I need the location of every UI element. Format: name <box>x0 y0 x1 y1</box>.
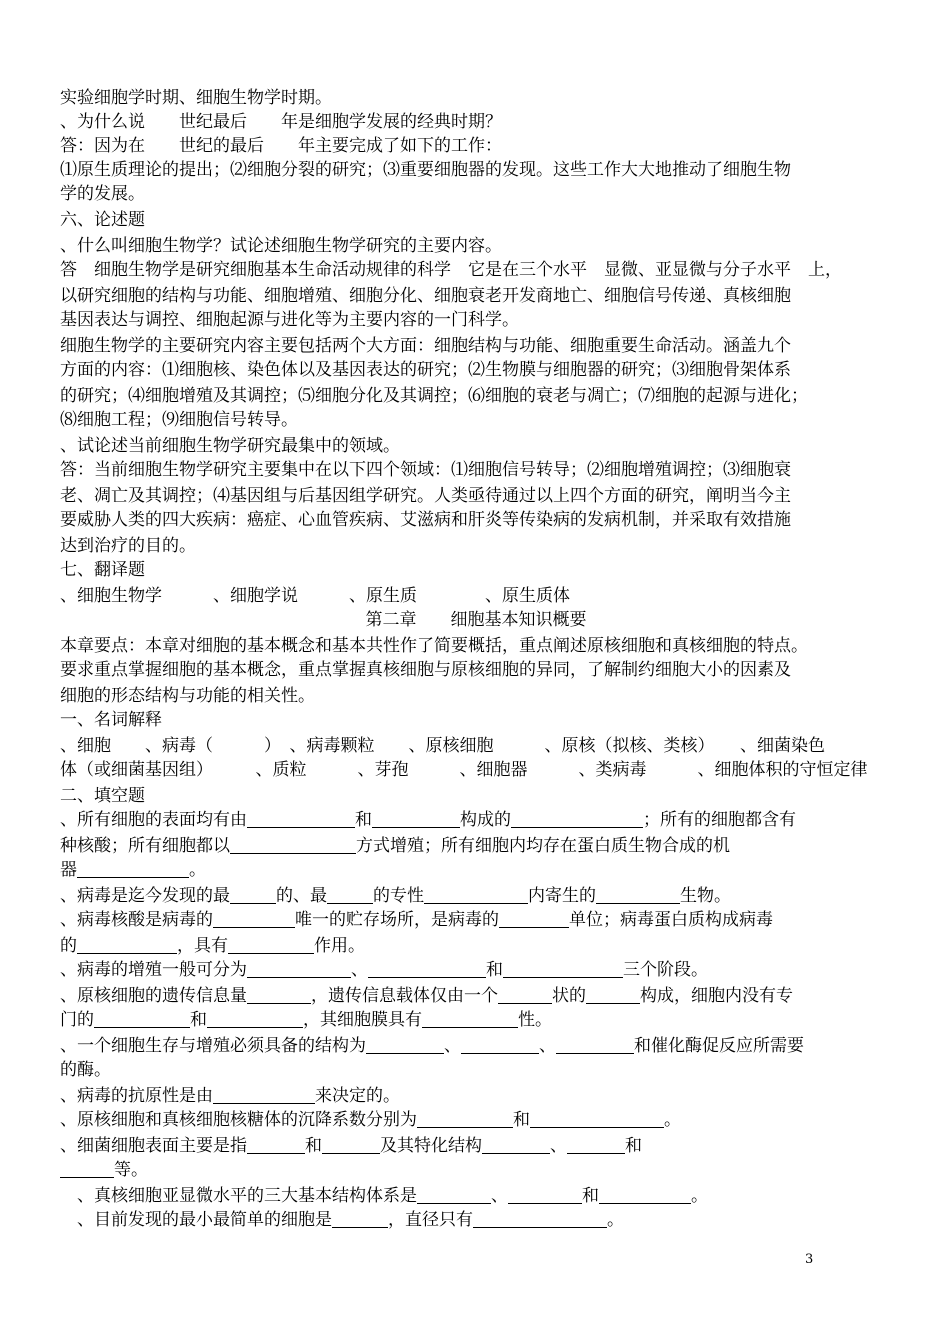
answer-blank[interactable] <box>508 1185 582 1204</box>
answer-blank[interactable] <box>511 809 643 828</box>
text-line: 基因表达与调控、细胞起源与进化等为主要内容的一门科学。 <box>60 310 519 330</box>
answer-blank[interactable] <box>556 1035 634 1054</box>
answer-blank[interactable] <box>498 985 552 1004</box>
text-segment: 种核酸；所有细胞都以 <box>60 836 230 856</box>
text-segment: 、目前发现的最小最简单的细胞是 <box>60 1210 332 1230</box>
answer-blank[interactable] <box>417 1109 513 1128</box>
text-segment: 、原核细胞和真核细胞核糖体的沉降系数分别为 <box>60 1110 417 1130</box>
fill-line <box>60 1184 892 1208</box>
text-segment: 三个阶段。 <box>623 960 708 980</box>
fill-line <box>60 984 892 1008</box>
fill-line <box>60 1134 892 1158</box>
fill-line <box>60 958 892 982</box>
text-line: 、细胞生物学 、细胞学说 、原生质 、原生质体 <box>60 586 570 606</box>
text-line: 达到治疗的目的。 <box>60 536 196 556</box>
answer-blank[interactable] <box>372 809 460 828</box>
fill-line <box>60 1208 892 1232</box>
fill-line <box>60 1158 892 1182</box>
text-segment: 和 <box>355 810 372 830</box>
section-heading: 二、填空题 <box>60 786 145 806</box>
answer-blank[interactable] <box>424 885 528 904</box>
text-segment: 构成，细胞内没有专 <box>640 986 793 1006</box>
answer-blank[interactable] <box>461 1035 539 1054</box>
text-segment: 。 <box>664 1110 681 1130</box>
text-line: 要求重点掌握细胞的基本概念，重点掌握真核细胞与原核细胞的异同，了解制约细胞大小的因素及 <box>60 660 791 680</box>
answer-blank[interactable] <box>230 835 356 854</box>
answer-blank[interactable] <box>77 935 177 954</box>
text-segment: 方式增殖；所有细胞内均存在蛋白质生物合成的机 <box>356 836 730 856</box>
text-segment: 的 <box>60 936 77 956</box>
fill-line <box>60 1034 892 1058</box>
text-line: 老、凋亡及其调控；⑷基因组与后基因组学研究。人类亟待通过以上四个方面的研究，阐明当今主 <box>60 486 791 506</box>
text-segment: 、 <box>550 1136 567 1156</box>
question-line: 、什么叫细胞生物学？试论述细胞生物学研究的主要内容。 <box>60 236 502 256</box>
text-segment: 和 <box>582 1186 599 1206</box>
text-segment: 及其特化结构 <box>380 1136 482 1156</box>
text-segment: 和 <box>625 1136 642 1156</box>
text-segment: 和 <box>190 1010 207 1030</box>
answer-blank[interactable] <box>499 909 569 928</box>
text-line: 本章要点：本章对细胞的基本概念和基本共性作了简要概括，重点阐述原核细胞和真核细胞的特点。 <box>60 636 808 656</box>
answer-blank[interactable] <box>473 1209 607 1228</box>
text-segment: 和 <box>486 960 503 980</box>
section-heading: 六、论述题 <box>60 210 145 230</box>
fill-line <box>60 934 892 958</box>
text-line: 细胞生物学的主要研究内容主要包括两个大方面：细胞结构与功能、细胞重要生命活动。涵盖九个 <box>60 336 791 356</box>
fill-line <box>60 834 892 858</box>
answer-blank[interactable] <box>247 809 355 828</box>
question-line: 、为什么说 世纪最后 年是细胞学发展的经典时期？ <box>60 112 502 132</box>
text-segment: 生物。 <box>680 886 731 906</box>
fill-line <box>60 1008 892 1032</box>
text-segment: 、病毒的增殖一般可分为 <box>60 960 247 980</box>
answer-blank[interactable] <box>213 909 295 928</box>
answer-blank[interactable] <box>247 959 351 978</box>
answer-blank[interactable] <box>322 1135 380 1154</box>
answer-blank[interactable] <box>247 985 311 1004</box>
text-segment: 、 <box>444 1036 461 1056</box>
answer-blank[interactable] <box>60 1159 114 1178</box>
text-segment: 的酶。 <box>60 1060 111 1080</box>
answer-blank[interactable] <box>366 1035 444 1054</box>
text-segment: 和 <box>305 1136 322 1156</box>
text-segment: 的、最 <box>276 886 327 906</box>
answer-blank[interactable] <box>228 935 314 954</box>
answer-blank[interactable] <box>422 1009 518 1028</box>
question-line: 、试论述当前细胞生物学研究最集中的领域。 <box>60 436 400 456</box>
answer-blank[interactable] <box>596 885 680 904</box>
text-segment: ，直径只有 <box>388 1210 473 1230</box>
text-segment: 单位；病毒蛋白质构成病毒 <box>569 910 773 930</box>
text-segment: 作用。 <box>314 936 365 956</box>
answer-blank[interactable] <box>213 1085 315 1104</box>
fill-line <box>60 1084 892 1108</box>
fill-line <box>60 908 892 932</box>
answer-blank[interactable] <box>599 1185 691 1204</box>
text-segment: 、病毒的抗原性是由 <box>60 1086 213 1106</box>
answer-blank[interactable] <box>530 1109 664 1128</box>
text-segment: 来决定的。 <box>315 1086 400 1106</box>
answer-blank[interactable] <box>586 985 640 1004</box>
answer-blank[interactable] <box>207 1009 303 1028</box>
section-heading: 一、名词解释 <box>60 710 162 730</box>
text-line: ⑻细胞工程；⑼细胞信号转导。 <box>60 410 298 430</box>
text-line: 体（或细菌基因组） 、质粒 、芽孢 、细胞器 、类病毒 、细胞体积的守恒定律 <box>60 760 868 780</box>
text-segment: 、原核细胞的遗传信息量 <box>60 986 247 1006</box>
text-segment: 构成的 <box>460 810 511 830</box>
text-segment: ，其细胞膜具有 <box>303 1010 422 1030</box>
text-segment: 、 <box>491 1186 508 1206</box>
answer-blank[interactable] <box>482 1135 550 1154</box>
answer-blank[interactable] <box>327 885 373 904</box>
answer-blank[interactable] <box>230 885 276 904</box>
answer-blank[interactable] <box>247 1135 305 1154</box>
page-number: 3 <box>805 1252 814 1267</box>
answer-line: 答 细胞生物学是研究细胞基本生命活动规律的科学 它是在三个水平 显微、亚显微与分子水平 上， <box>60 260 842 280</box>
text-segment: 状的 <box>552 986 586 1006</box>
text-segment: 。 <box>607 1210 624 1230</box>
answer-line: 答：因为在 世纪的最后 年主要完成了如下的工作： <box>60 136 502 156</box>
text-segment: ，遗传信息载体仅由一个 <box>311 986 498 1006</box>
text-segment: 性。 <box>518 1010 552 1030</box>
text-line: 学的发展。 <box>60 184 145 204</box>
text-segment: 内寄生的 <box>528 886 596 906</box>
text-segment: 。 <box>189 860 206 880</box>
fill-line <box>60 858 892 882</box>
fill-line <box>60 808 892 832</box>
text-segment: 、 <box>539 1036 556 1056</box>
text-segment: 门的 <box>60 1010 94 1030</box>
text-line: 实验细胞学时期、细胞生物学时期。 <box>60 88 332 108</box>
text-segment: ，具有 <box>177 936 228 956</box>
answer-blank[interactable] <box>417 1185 491 1204</box>
text-segment: 器 <box>60 860 77 880</box>
text-segment: 和催化酶促反应所需要 <box>634 1036 804 1056</box>
answer-blank[interactable] <box>77 859 189 878</box>
fill-line <box>60 884 892 908</box>
text-segment: 、真核细胞亚显微水平的三大基本结构体系是 <box>60 1186 417 1206</box>
text-segment: 、一个细胞生存与增殖必须具备的结构为 <box>60 1036 366 1056</box>
text-segment: 、 <box>351 960 368 980</box>
text-line: 的研究；⑷细胞增殖及其调控；⑸细胞分化及其调控；⑹细胞的衰老与凋亡；⑺细胞的起源与进化； <box>60 386 808 406</box>
chapter-title: 第二章 细胞基本知识概要 <box>365 610 587 630</box>
text-segment: 、病毒核酸是病毒的 <box>60 910 213 930</box>
text-segment: 唯一的贮存场所，是病毒的 <box>295 910 499 930</box>
text-line: 以研究细胞的结构与功能、细胞增殖、细胞分化、细胞衰老开发商地亡、细胞信号传递、真核细胞 <box>60 286 791 306</box>
text-line: 、细胞 、病毒（ ） 、病毒颗粒 、原核细胞 、原核（拟核、类核） 、细菌染色 <box>60 736 825 756</box>
answer-blank[interactable] <box>503 959 623 978</box>
text-line: ⑴原生质理论的提出；⑵细胞分裂的研究；⑶重要细胞器的发现。这些工作大大地推动了细胞生物 <box>60 160 791 180</box>
text-segment: 等。 <box>114 1160 148 1180</box>
text-line: 方面的内容：⑴细胞核、染色体以及基因表达的研究；⑵生物膜与细胞器的研究；⑶细胞骨架体系 <box>60 360 791 380</box>
text-segment: ；所有的细胞都含有 <box>643 810 796 830</box>
text-segment: 。 <box>691 1186 708 1206</box>
text-segment: 、细菌细胞表面主要是指 <box>60 1136 247 1156</box>
text-line: 细胞的形态结构与功能的相关性。 <box>60 686 315 706</box>
text-segment: 、所有细胞的表面均有由 <box>60 810 247 830</box>
text-line: 要威胁人类的四大疾病：癌症、心血管疾病、艾滋病和肝炎等传染病的发病机制，并采取有效措施 <box>60 510 791 530</box>
text-segment: 和 <box>513 1110 530 1130</box>
answer-line: 答：当前细胞生物学研究主要集中在以下四个领域：⑴细胞信号转导；⑵细胞增殖调控；⑶细胞衰 <box>60 460 791 480</box>
answer-blank[interactable] <box>94 1009 190 1028</box>
fill-line <box>60 1058 892 1082</box>
fill-line <box>60 1108 892 1132</box>
answer-blank[interactable] <box>368 959 486 978</box>
text-segment: 的专性 <box>373 886 424 906</box>
answer-blank[interactable] <box>567 1135 625 1154</box>
section-heading: 七、翻译题 <box>60 560 145 580</box>
text-segment: 、病毒是迄今发现的最 <box>60 886 230 906</box>
answer-blank[interactable] <box>332 1209 388 1228</box>
